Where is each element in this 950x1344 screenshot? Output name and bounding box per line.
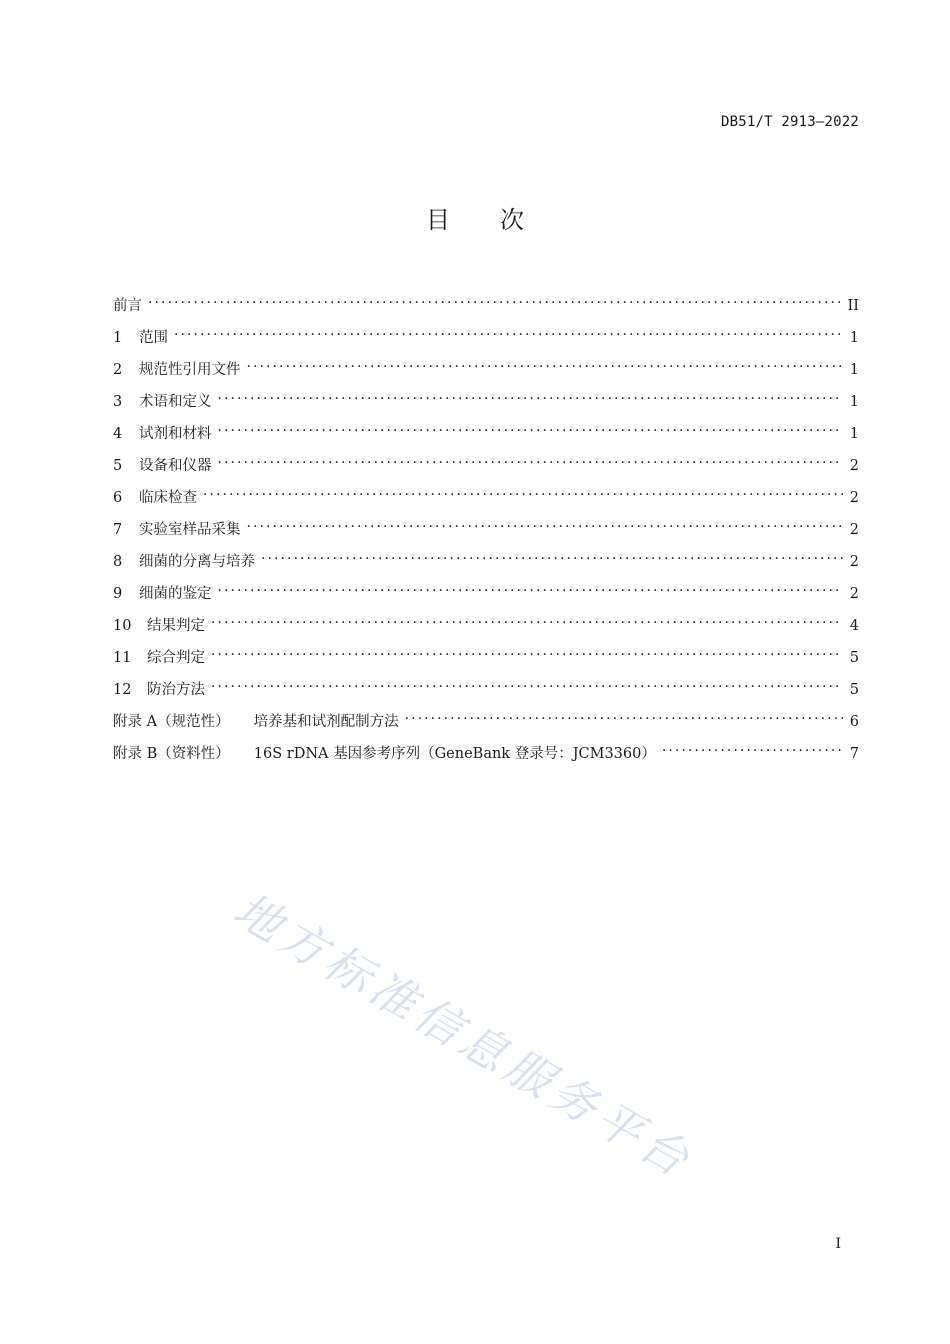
toc-entry-page: 1 xyxy=(849,426,859,442)
toc-entry-number: 1 xyxy=(113,330,123,346)
toc-entry-4[interactable] xyxy=(113,416,859,448)
toc-entry-number: 7 xyxy=(113,522,123,538)
toc-entry-page: 1 xyxy=(849,362,859,378)
toc-leader-dots xyxy=(218,448,844,470)
toc-entry-label: 设备和仪器 xyxy=(139,458,212,474)
toc-leader-dots xyxy=(247,352,844,374)
toc-entry-label: 16S rDNA 基因参考序列（GeneBank 登录号：JCM3360） xyxy=(253,746,656,762)
toc-entry-page: 4 xyxy=(849,618,859,634)
toc-entry-label: 临床检查 xyxy=(139,490,197,506)
toc-entry-1[interactable] xyxy=(113,320,859,352)
toc-entry-2[interactable] xyxy=(113,352,859,384)
toc-leader-dots xyxy=(174,320,843,342)
toc-entry-12[interactable] xyxy=(113,672,859,704)
toc-entry-page: II xyxy=(847,298,859,314)
toc-entry-label: 规范性引用文件 xyxy=(139,362,241,378)
document-code: DB51/T 2913—2022 xyxy=(720,114,859,130)
toc-entry-page: 2 xyxy=(849,458,859,474)
toc-leader-dots xyxy=(405,704,843,726)
toc-entry-page: 2 xyxy=(849,522,859,538)
toc-entry-number: 2 xyxy=(113,362,123,378)
toc-entry-number: 5 xyxy=(113,458,123,474)
toc-leader-dots xyxy=(662,736,843,758)
toc-entry-page: 2 xyxy=(849,586,859,602)
toc-leader-dots xyxy=(148,288,842,310)
toc-entry-page: 7 xyxy=(849,746,859,762)
toc-entry-label: 实验室样品采集 xyxy=(139,522,241,538)
toc-entry-page: 2 xyxy=(849,490,859,506)
toc-entry-page: 2 xyxy=(849,554,859,570)
toc-entry-foreword[interactable] xyxy=(113,288,859,320)
toc-entry-label: 防治方法 xyxy=(147,682,205,698)
toc-entry-label: 前言 xyxy=(113,298,142,314)
toc-leader-dots xyxy=(261,544,843,566)
toc-leader-dots xyxy=(218,384,844,406)
toc-entry-number: 附录 B（资料性） xyxy=(113,746,230,762)
toc-entry-label: 范围 xyxy=(139,330,168,346)
toc-entry-6[interactable] xyxy=(113,480,859,512)
toc-entry-number: 9 xyxy=(113,586,123,602)
toc-title-char-2: 次 xyxy=(500,206,524,234)
toc-entry-9[interactable] xyxy=(113,576,859,608)
toc-entry-10[interactable] xyxy=(113,608,859,640)
watermark: 地方标准信息服务平台 xyxy=(225,882,703,1189)
toc-leader-dots xyxy=(247,512,844,534)
toc-entry-number: 6 xyxy=(113,490,123,506)
toc-leader-dots xyxy=(218,576,844,598)
toc-leader-dots xyxy=(211,640,843,662)
toc-list xyxy=(113,288,859,768)
toc-leader-dots xyxy=(211,672,843,694)
toc-entry-label: 培养基和试剂配制方法 xyxy=(253,714,399,730)
toc-entry-number: 4 xyxy=(113,426,123,442)
toc-entry-number: 8 xyxy=(113,554,123,570)
toc-entry-label: 结果判定 xyxy=(147,618,205,634)
toc-entry-number: 附录 A（规范性） xyxy=(113,714,230,730)
toc-entry-page: 5 xyxy=(849,650,859,666)
toc-entry-label: 术语和定义 xyxy=(139,394,212,410)
toc-entry-3[interactable] xyxy=(113,384,859,416)
toc-entry-page: 1 xyxy=(849,330,859,346)
toc-entry-number: 12 xyxy=(113,682,132,698)
toc-entry-11[interactable] xyxy=(113,640,859,672)
toc-entry-number: 11 xyxy=(113,650,132,666)
toc-entry-number: 3 xyxy=(113,394,123,410)
toc-entry-label: 细菌的鉴定 xyxy=(139,586,212,602)
toc-entry-page: 6 xyxy=(849,714,859,730)
toc-leader-dots xyxy=(203,480,843,502)
page-number: I xyxy=(835,1236,841,1252)
toc-entry-page: 5 xyxy=(849,682,859,698)
toc-entry-8[interactable] xyxy=(113,544,859,576)
toc-entry-label: 综合判定 xyxy=(147,650,205,666)
toc-entry-7[interactable] xyxy=(113,512,859,544)
toc-entry-number: 10 xyxy=(113,618,132,634)
toc-leader-dots xyxy=(211,608,843,630)
toc-leader-dots xyxy=(218,416,844,438)
toc-title xyxy=(0,200,950,235)
toc-entry-page: 1 xyxy=(849,394,859,410)
toc-entry-5[interactable] xyxy=(113,448,859,480)
toc-entry-label: 试剂和材料 xyxy=(139,426,212,442)
toc-entry-annex-b[interactable] xyxy=(113,736,859,768)
toc-title-char-1: 目 xyxy=(426,206,450,234)
toc-entry-label: 细菌的分离与培养 xyxy=(139,554,255,570)
toc-entry-annex-a[interactable] xyxy=(113,704,859,736)
